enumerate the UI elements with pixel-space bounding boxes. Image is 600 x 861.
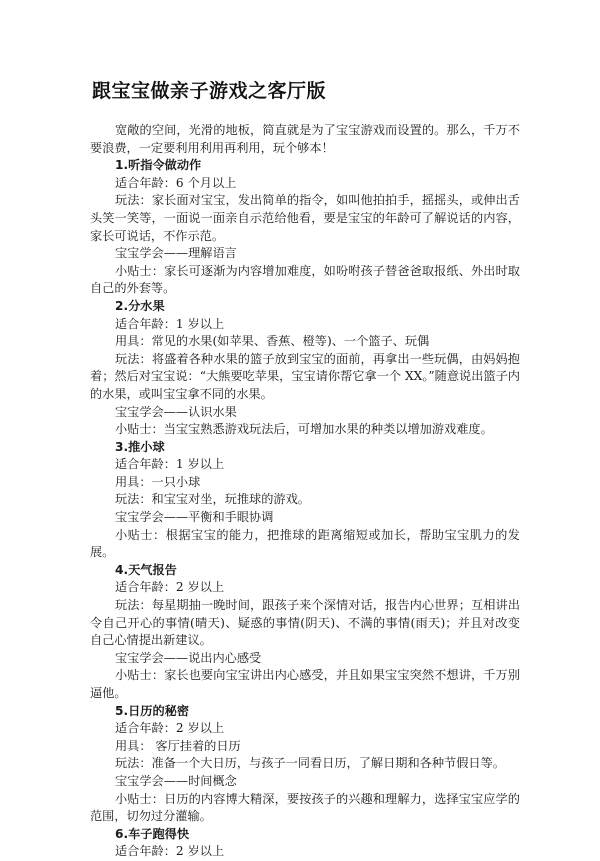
age-line: 适合年龄：6 个月以上 xyxy=(115,175,237,190)
learn-line: 宝宝学会——理解语言 xyxy=(115,246,237,261)
learn-line: 宝宝学会——平衡和手眼协调 xyxy=(115,510,274,525)
section-heading: 5.日历的秘密 xyxy=(115,703,190,718)
play-paragraph: 玩法：准备一个大日历，与孩子一同看日历，了解日期和各种节假日等。 xyxy=(115,756,505,771)
tip-paragraph: 小贴士：当宝宝熟悉游戏玩法后，可增加水果的种类以增加游戏难度。 xyxy=(115,422,493,437)
play-paragraph: 玩法：家长面对宝宝，发出简单的指令，如叫他拍拍手，摇摇头，或伸出舌头笑一笑等，一面说一面亲自示范给他看，要是宝宝的年龄可了解说话的内容，家长可说话，不作示范。 xyxy=(90,193,520,243)
play-paragraph: 玩法：每星期抽一晚时间，跟孩子来个深情对话，报告内心世界；互相讲出令自己开心的事情(晴天)、疑惑的事情(阴天)、不满的事情(雨天)；并且对改变自己心情提出新建议。 xyxy=(90,598,520,648)
tip-paragraph: 小贴士：根据宝宝的能力，把推球的距离缩短或加长，帮助宝宝肌力的发展。 xyxy=(90,527,520,560)
section-heading: 6.车子跑得快 xyxy=(115,826,190,841)
learn-line: 宝宝学会——认识水果 xyxy=(115,404,237,419)
section-heading: 3.推小球 xyxy=(115,439,165,454)
age-line: 适合年龄：2 岁以上 xyxy=(115,721,225,736)
tools-line: 用具：一只小球 xyxy=(115,474,201,489)
age-line: 适合年龄：2 岁以上 xyxy=(115,580,225,595)
tools-line: 用具：常见的水果(如苹果、香蕉、橙等)、一个篮子、玩偶 xyxy=(115,334,430,349)
learn-line: 宝宝学会——说出内心感受 xyxy=(115,650,262,665)
age-line: 适合年龄：1 岁以上 xyxy=(115,316,225,331)
tools-line: 用具： 客厅挂着的日历 xyxy=(115,738,241,753)
play-paragraph: 玩法：和宝宝对坐，玩推球的游戏。 xyxy=(115,492,310,507)
tip-paragraph: 小贴士：家长也要向宝宝讲出内心感受，并且如果宝宝突然不想讲，千万别逼他。 xyxy=(90,668,520,700)
age-line: 适合年龄：1 岁以上 xyxy=(115,457,225,472)
intro-paragraph: 宽敞的空间，光滑的地板，简直就是为了宝宝游戏而设置的。那么，千万不要浪费，一定要利用利用再利用，玩个够本！ xyxy=(90,123,520,155)
learn-line: 宝宝学会——时间概念 xyxy=(115,773,237,788)
tip-paragraph: 小贴士：日历的内容博大精深，要按孩子的兴趣和理解力，选择宝宝应学的范围，切勿过分灌输。 xyxy=(90,791,520,824)
section-heading: 2.分水果 xyxy=(115,298,165,313)
tip-paragraph: 小贴士：家长可逐渐为内容增加难度，如吩咐孩子替爸爸取报纸、外出时取自己的外套等。 xyxy=(90,263,520,296)
document-body xyxy=(90,122,520,861)
play-paragraph: 玩法：将盛着各种水果的篮子放到宝宝的面前，再拿出一些玩偶，由妈妈抱着；然后对宝宝说：“大熊要吃苹果，宝宝请你帮它拿一个 XX。”随意说出篮子内的水果，或叫宝宝拿不同的水果。 xyxy=(90,351,520,401)
document-title: 跟宝宝做亲子游戏之客厅版 xyxy=(92,80,327,102)
age-line: 适合年龄：2 岁以上 xyxy=(115,844,225,859)
section-heading: 4.天气报告 xyxy=(115,562,177,577)
section-heading: 1.听指令做动作 xyxy=(115,158,202,173)
